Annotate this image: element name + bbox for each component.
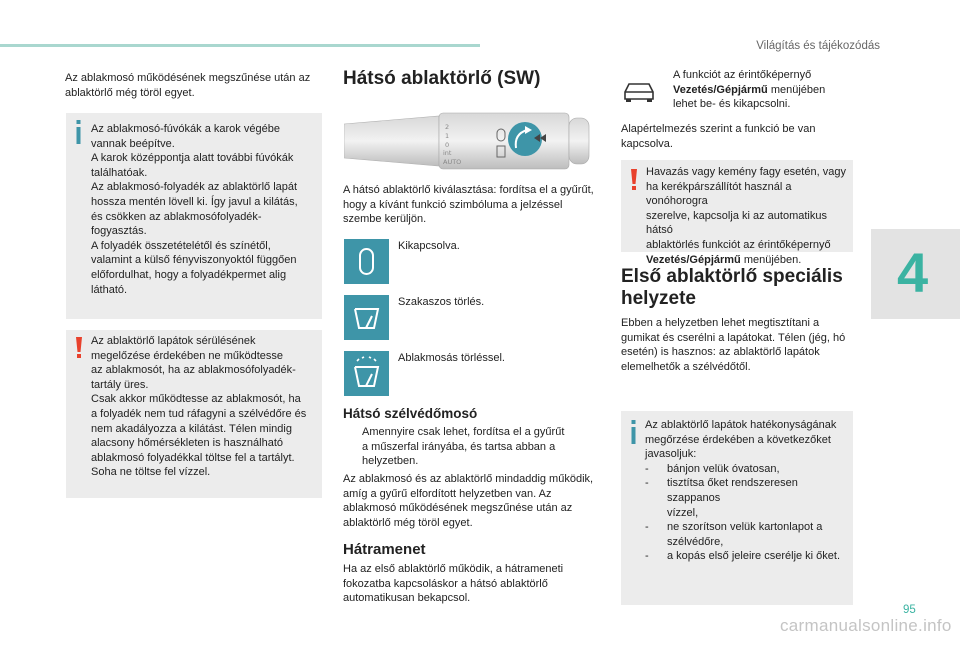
info-list-item: - ne szorítson velük kartonlapot a xyxy=(645,521,823,534)
warning-box-line: megelőzése érdekében ne működtesse xyxy=(91,349,284,362)
warning-box-line: ha kerékpárszállítót használ a vonóhorogra xyxy=(646,180,792,208)
touchscreen-menu-name: Vezetés/Gépjármű xyxy=(673,83,768,96)
info-icon xyxy=(74,120,84,144)
default-state-text: Alapértelmezés szerint a funkció be van kapcsolva. xyxy=(621,123,816,150)
chapter-number: 4 xyxy=(897,241,929,304)
rear-washer-bullet xyxy=(362,425,602,469)
section-title: Világítás és tájékozódás xyxy=(756,40,880,52)
mode-label-wash: Ablakmosás törléssel. xyxy=(398,352,505,364)
stalk-label-int: int xyxy=(443,149,452,157)
reverse-text: Ha az első ablaktörlő működik, a hátrameneti fokozatba kapcsoláskor a hátsó ablaktörlő automatikusan bekapcsol. xyxy=(343,563,564,605)
warning-box-line: az ablakmosót, ha az ablakmosófolyadék- xyxy=(91,364,296,377)
stalk-label-1: 1 xyxy=(445,132,450,140)
info-box-text xyxy=(645,418,852,564)
info-box-line: fogyasztás. xyxy=(91,225,147,238)
info-box-blades xyxy=(621,411,853,605)
rear-washer-bullet-line: Amennyire csak lehet, fordítsa el a gyűrűt xyxy=(362,426,565,438)
touchscreen-note xyxy=(673,68,863,112)
warning-box-rear-wiper xyxy=(621,160,853,266)
warning-box-text xyxy=(646,165,852,267)
touchscreen-note-line: A funkciót az érintőképernyő xyxy=(673,69,812,81)
warning-icon xyxy=(630,169,638,191)
info-box-line: hossza mentén lövell ki. Így javul a kilátás, xyxy=(91,195,298,208)
info-box-line: A karok középpontja alatt további fúvókák xyxy=(91,152,294,165)
intro-text: Az ablakmosó működésének megszűnése után az ablaktörlő még töröl egyet. xyxy=(65,72,311,99)
watermark: carmanualsonline.info xyxy=(780,616,952,635)
rear-washer-bullet-line: a műszerfal irányába, és tartsa abban a xyxy=(362,440,556,453)
warning-box-line: Csak akkor működtesse az ablakmosót, ha xyxy=(91,393,301,406)
info-box-line: vannak beépítve. xyxy=(91,137,175,150)
info-box-line: előfordulhat, hogy a folyadékpermet alig xyxy=(91,268,287,281)
info-box-line: Az ablakmosó-fúvókák a karok végébe xyxy=(91,123,280,135)
warning-box-line: Vezetés/Gépjármű menüjében. xyxy=(646,253,802,266)
header-accent-bar xyxy=(0,44,480,47)
warning-box-line: Soha ne töltse fel vízzel. xyxy=(91,466,211,479)
rear-washer-bullet-line: helyzetben. xyxy=(362,455,419,468)
info-box-text xyxy=(91,122,321,297)
warning-box-line: a folyadék nem tud ráfagyni a szélvédőre és xyxy=(91,407,307,420)
info-box-line: Az ablakmosó-folyadék az ablaktörlő lapát xyxy=(91,181,298,194)
stalk-label-auto: AUTO xyxy=(443,158,462,166)
info-box-line: találhatóak. xyxy=(91,166,148,179)
rear-washer-text: Az ablakmosó és az ablaktörlő mindaddig működik, amíg a gyűrű elfordított helyzetben van. Az ablakmosó működésének megszűnése után az ablaktörlő még töröl egyet. xyxy=(343,473,594,529)
info-box-line: Az ablaktörlő lapátok hatékonyságának xyxy=(645,419,837,431)
page-number: 95 xyxy=(903,604,916,616)
wiper-off-icon xyxy=(344,239,389,284)
warning-box-line: Az ablaktörlő lapátok sérülésének xyxy=(91,335,256,347)
warning-box-text xyxy=(91,334,321,480)
stalk-label-0: 0 xyxy=(445,141,450,149)
info-list-item: vízzel, xyxy=(667,506,699,519)
rear-wiper-stalk-illustration xyxy=(344,108,594,176)
special-position-title xyxy=(621,266,843,310)
reverse-title: Hátramenet xyxy=(343,541,426,558)
info-list-item: - bánjon velük óvatosan, xyxy=(645,462,780,475)
touchscreen-note-line: lehet be- és kikapcsolni. xyxy=(673,98,791,111)
warning-box-line: szerelve, kapcsolja ki az automatikus hátsó xyxy=(646,209,827,237)
info-list-item: - a kopás első jeleire cserélje ki őket. xyxy=(645,550,841,563)
info-list-item: szélvédőre, xyxy=(667,535,724,548)
info-box-line: valamint a külső fényviszonyoktól függően xyxy=(91,254,297,267)
warning-box-line: ablaktörlés funkciót az érintőképernyő xyxy=(646,238,831,251)
warning-box-line: nem akadályozza a kilátást. Télen mindig xyxy=(91,422,292,435)
mode-label-intermittent: Szakaszos törlés. xyxy=(398,296,485,308)
warning-box-washer xyxy=(66,330,322,498)
mode-label-off: Kikapcsolva. xyxy=(398,240,460,252)
warning-box-line: alacsony hőmérsékleten is használható xyxy=(91,437,284,450)
stalk-label-2: 2 xyxy=(445,123,450,131)
info-box-line: javasoljuk: xyxy=(645,448,697,461)
info-box-line: A folyadék összetételétől és színétől, xyxy=(91,239,271,252)
rear-wiper-instruction: A hátsó ablaktörlő kiválasztása: fordítsa el a gyűrűt, hogy a kívánt funkció szimbóluma a jelzéssel szembe kerüljön. xyxy=(343,184,594,226)
special-position-title-line: Első ablaktörlő speciális xyxy=(621,266,843,287)
rear-washer-title: Hátsó szélvédőmosó xyxy=(343,406,478,421)
special-position-text: Ebben a helyzetben lehet megtisztítani a gumikat és cserélni a lapátokat. Télen (jég, hó esetén) is hasznos: az ablaktörlő lapátok elemelhetők a szélvédőtől. xyxy=(621,317,846,373)
warning-box-line: tartály üres. xyxy=(91,378,149,391)
info-list-item: - tisztítsa őket rendszeresen szappanos xyxy=(645,477,798,504)
info-box-line: és csökken az ablakmosófolyadék- xyxy=(91,210,262,223)
rear-wiper-title: Hátsó ablaktörlő (SW) xyxy=(343,68,541,89)
wiper-intermittent-icon xyxy=(344,295,389,340)
special-position-title-line: helyzete xyxy=(621,288,696,309)
touchscreen-menu-name: Vezetés/Gépjármű xyxy=(646,253,741,266)
info-box-line: megőrzése érdekében a következőket xyxy=(645,433,831,446)
info-box-washer xyxy=(66,113,322,319)
warning-icon xyxy=(75,337,83,359)
car-icon xyxy=(621,78,657,104)
touchscreen-note-line: menüjében xyxy=(767,83,826,96)
info-icon xyxy=(629,420,639,444)
wiper-wash-icon xyxy=(344,351,389,396)
warning-box-line: Havazás vagy kemény fagy esetén, vagy xyxy=(646,166,846,178)
warning-box-line: ablakmosó folyadékkal töltse fel a tartályt. xyxy=(91,451,295,464)
info-box-line: látható. xyxy=(91,283,128,296)
